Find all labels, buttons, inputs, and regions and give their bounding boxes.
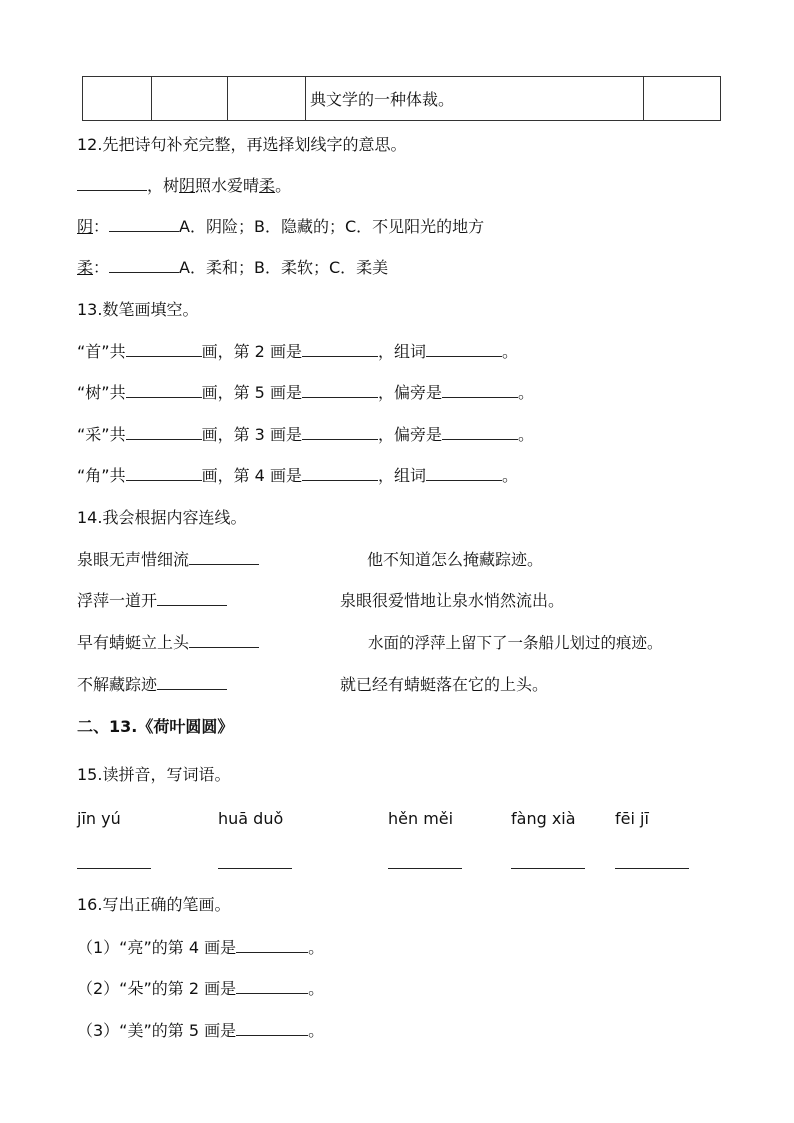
answer-blank[interactable] [109, 217, 179, 232]
match-left-item [77, 591, 227, 611]
q12-poem-line [77, 176, 291, 196]
underlined-char: 柔 [77, 258, 94, 277]
q13-text: 。 [501, 466, 518, 485]
q13-row [77, 342, 518, 362]
answer-blank[interactable] [126, 425, 202, 440]
match-right-item: 泉眼很爱惜地让泉水悄然流出。 [340, 591, 565, 610]
underlined-char: 阴 [77, 217, 94, 236]
q16-text: 。 [308, 1021, 325, 1040]
q14-title: 14.我会根据内容连线。 [77, 508, 247, 527]
q13-text: 画，第 3 画是 [201, 425, 302, 444]
answer-blank[interactable] [109, 258, 179, 273]
answer-blank[interactable] [442, 425, 518, 440]
pinyin-label: hěn měi [388, 809, 454, 828]
q13-row [77, 425, 534, 445]
underlined-char: 阴 [179, 176, 196, 195]
poem-text: 照水爱晴 [195, 176, 260, 195]
q16-text: （2）“朵”的第 2 画是 [77, 979, 237, 998]
colon: ： [93, 217, 110, 236]
q13-text: “采”共 [77, 425, 126, 444]
answer-blank[interactable] [77, 176, 147, 191]
q13-text: 。 [517, 383, 534, 402]
continuation-table [82, 76, 721, 121]
match-left-text: 不解藏踪迹 [77, 675, 158, 694]
q13-text: ，组词 [377, 342, 426, 361]
q16-text: 。 [308, 938, 325, 957]
answer-blank[interactable] [302, 342, 378, 357]
options-text: A．阴险；B．隐藏的；C．不见阳光的地方 [179, 217, 485, 236]
match-left-item [77, 675, 227, 695]
answer-blank[interactable] [126, 466, 202, 481]
q13-text: 画，第 5 画是 [201, 383, 302, 402]
poem-text: ，树 [147, 176, 180, 195]
poem-text: 。 [275, 176, 292, 195]
match-left-text: 浮萍一道开 [77, 591, 158, 610]
match-right-item: 就已经有蜻蜓落在它的上头。 [340, 675, 549, 694]
q13-text: ，偏旁是 [377, 425, 442, 444]
answer-blank[interactable] [302, 383, 378, 398]
q13-text: ，组词 [377, 466, 426, 485]
match-right-item: 水面的浮萍上留下了一条船儿划过的痕迹。 [368, 634, 663, 652]
answer-blank[interactable] [442, 383, 518, 398]
q12-rou-row [77, 258, 388, 278]
q13-text: 。 [501, 342, 518, 361]
answer-blank[interactable] [157, 675, 227, 690]
table-cell [228, 77, 306, 121]
answer-blank[interactable] [77, 868, 151, 869]
table-cell [644, 77, 721, 121]
q16-item [77, 938, 324, 958]
answer-blank[interactable] [189, 633, 259, 648]
q13-title: 13.数笔画填空。 [77, 300, 199, 319]
q16-item [77, 979, 324, 999]
table-row [83, 77, 721, 121]
pinyin-label: fēi jī [615, 809, 649, 828]
table-cell [83, 77, 152, 121]
answer-blank[interactable] [236, 979, 308, 994]
q13-text: “树”共 [77, 383, 126, 402]
q13-text: “首”共 [77, 342, 126, 361]
answer-blank[interactable] [511, 868, 585, 869]
q16-text: （3）“美”的第 5 画是 [77, 1021, 237, 1040]
pinyin-label: huā duǒ [218, 809, 284, 828]
answer-blank[interactable] [426, 342, 502, 357]
q16-text: （1）“亮”的第 4 画是 [77, 938, 237, 957]
q13-text: 画，第 2 画是 [201, 342, 302, 361]
pinyin-label: jīn yú [77, 809, 121, 828]
answer-blank[interactable] [157, 591, 227, 606]
answer-blank[interactable] [218, 868, 292, 869]
match-right-item: 他不知道怎么掩藏踪迹。 [367, 550, 544, 569]
colon: ： [93, 258, 110, 277]
match-left-text: 泉眼无声惜细流 [77, 550, 190, 569]
section-title: 二、13.《荷叶圆圆》 [77, 717, 234, 736]
q13-text: 画，第 4 画是 [201, 466, 302, 485]
answer-blank[interactable] [302, 425, 378, 440]
answer-blank[interactable] [189, 550, 259, 565]
match-left-item [77, 633, 259, 653]
underlined-char: 柔 [259, 176, 276, 195]
answer-blank[interactable] [426, 466, 502, 481]
answer-blank[interactable] [388, 868, 462, 869]
pinyin-label: fàng xià [511, 809, 576, 828]
q16-text: 。 [308, 979, 325, 998]
q16-title: 16.写出正确的笔画。 [77, 895, 231, 914]
answer-blank[interactable] [236, 938, 308, 953]
table-cell [152, 77, 228, 121]
q13-text: ，偏旁是 [377, 383, 442, 402]
q13-row [77, 466, 518, 486]
options-text: A．柔和；B．柔软；C．柔美 [179, 258, 389, 277]
answer-blank[interactable] [126, 383, 202, 398]
answer-blank[interactable] [615, 868, 689, 869]
q12-title: 12.先把诗句补充完整，再选择划线字的意思。 [77, 135, 407, 154]
match-left-text: 早有蜻蜓立上头 [77, 633, 190, 652]
q16-item [77, 1021, 324, 1041]
q15-title: 15.读拼音，写词语。 [77, 765, 231, 784]
q13-row [77, 383, 534, 403]
q13-text: “角”共 [77, 466, 126, 485]
q12-yin-row [77, 217, 484, 237]
answer-blank[interactable] [126, 342, 202, 357]
q13-text: 。 [517, 425, 534, 444]
answer-blank[interactable] [236, 1021, 308, 1036]
answer-blank[interactable] [302, 466, 378, 481]
table-cell: 典文学的一种体裁。 [306, 77, 644, 121]
match-left-item [77, 550, 259, 570]
